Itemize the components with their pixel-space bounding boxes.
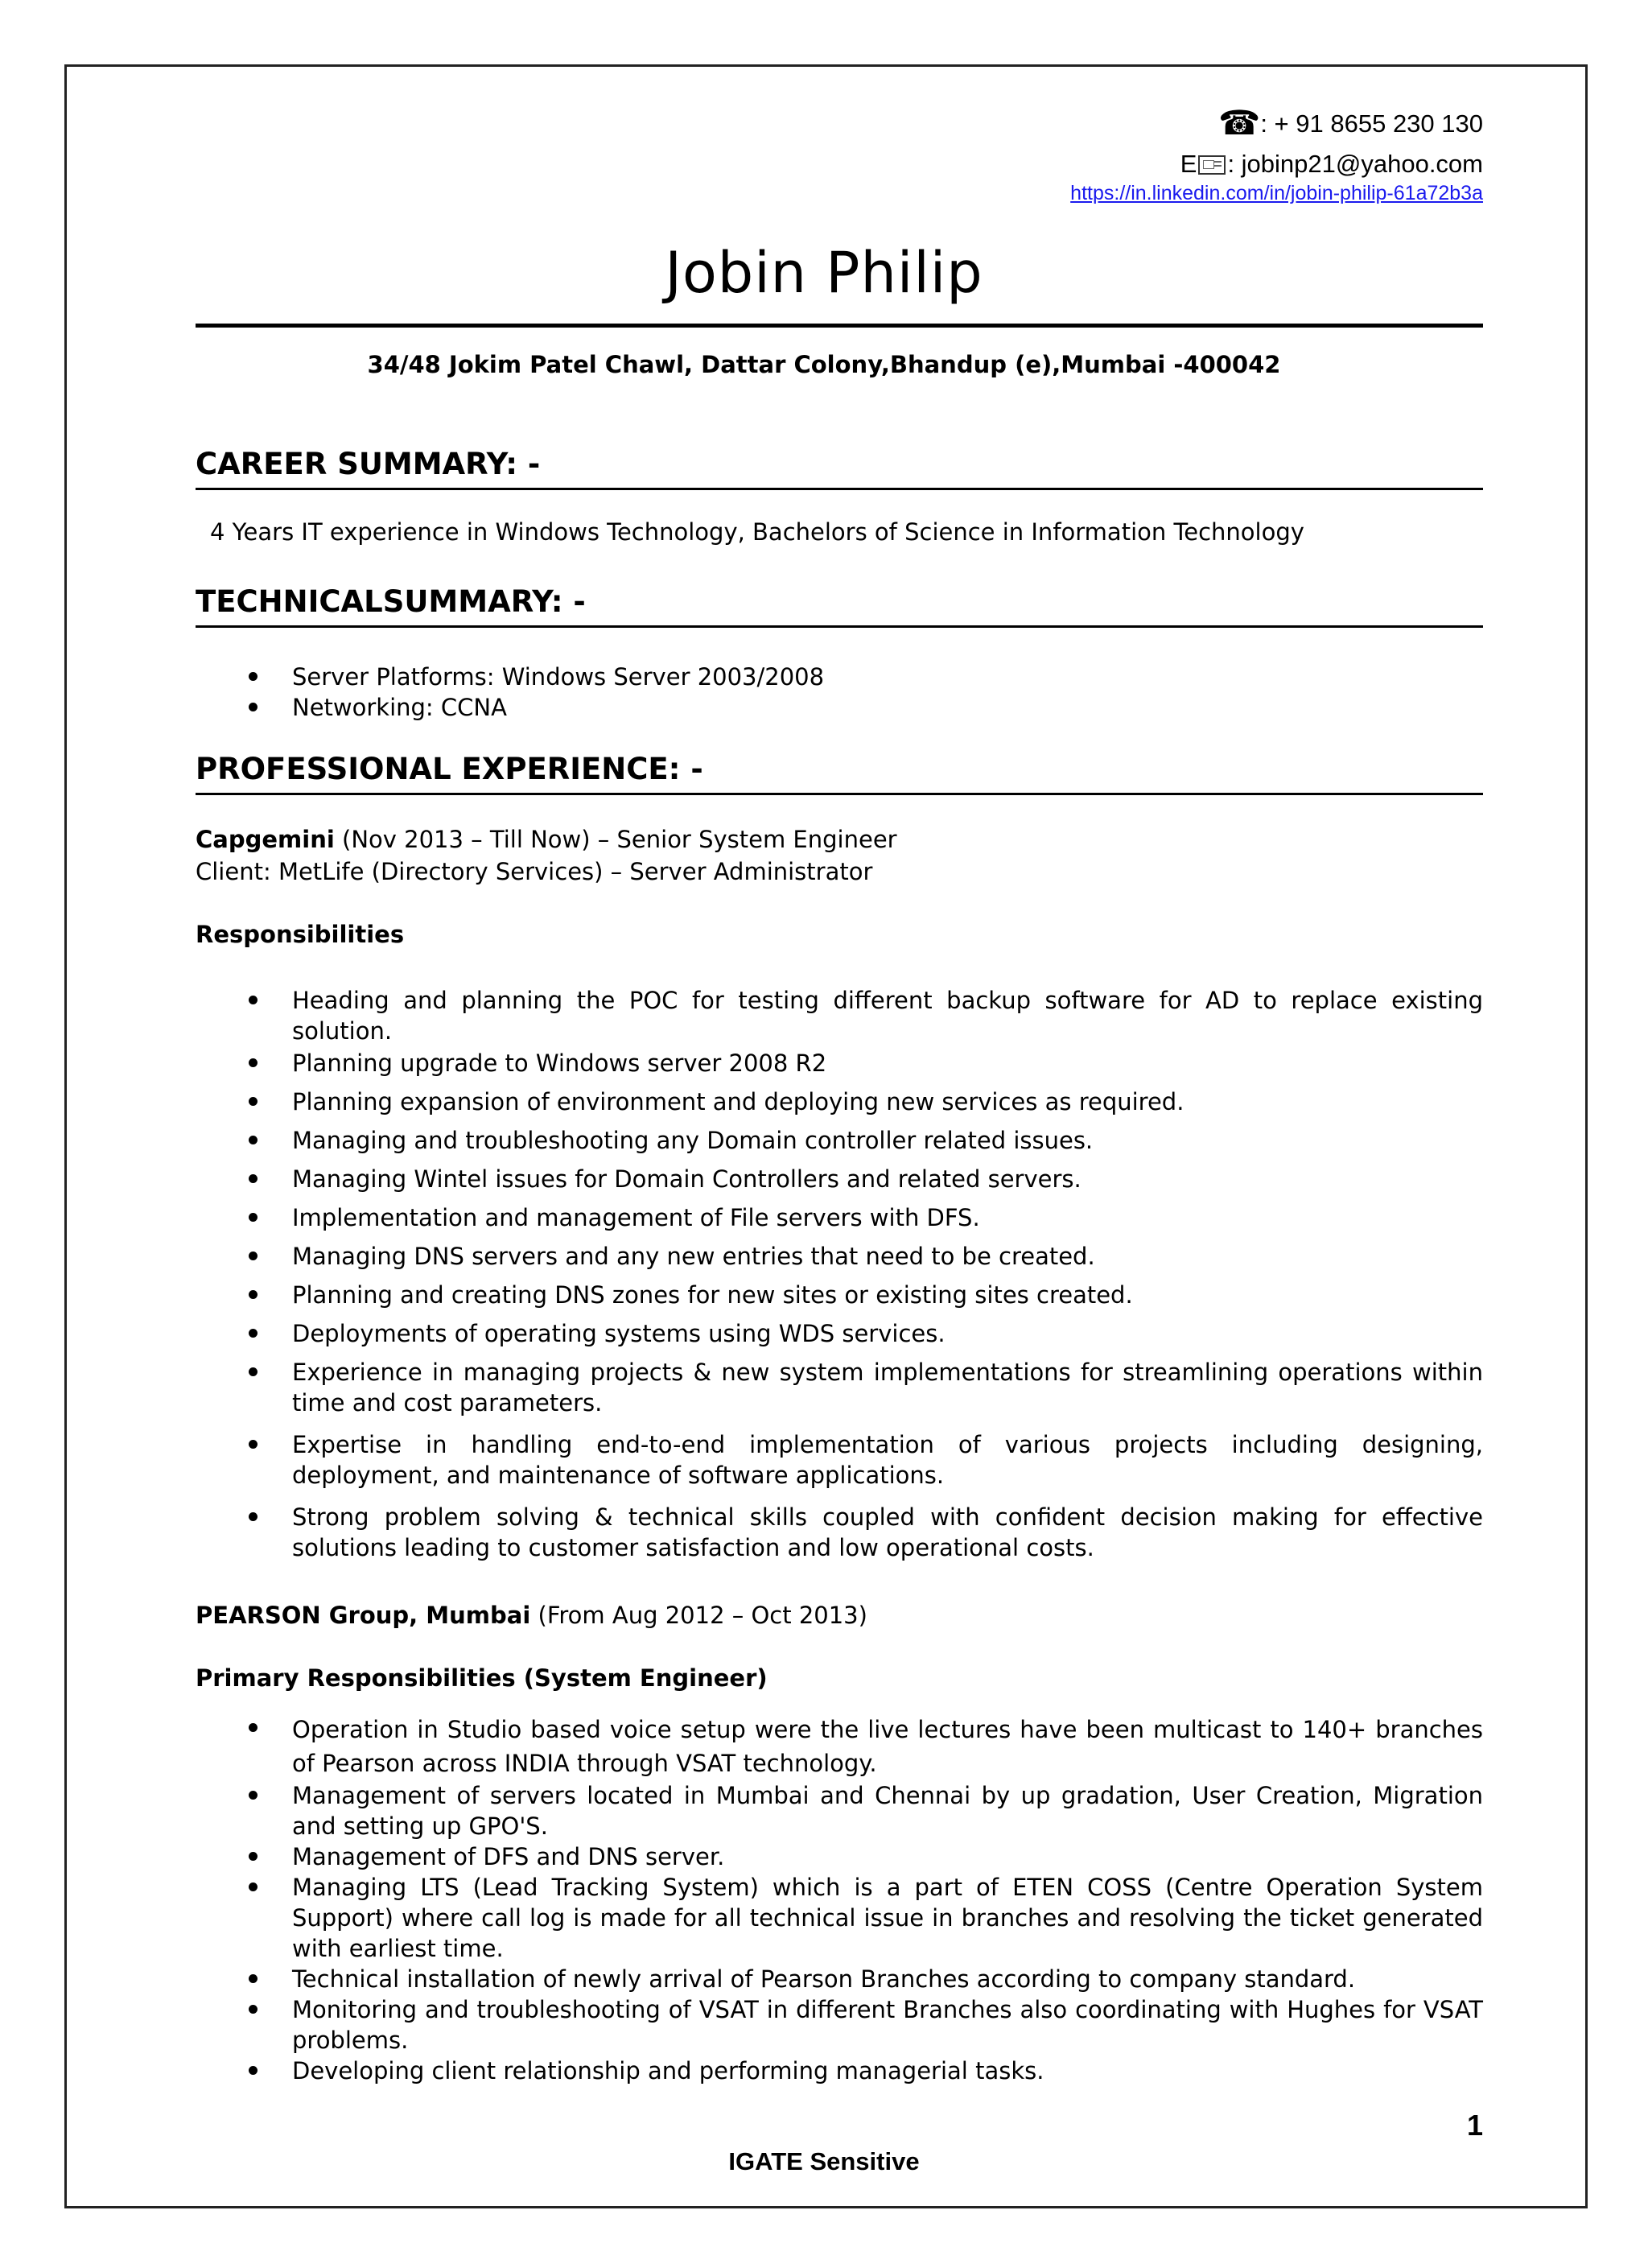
candidate-name: Jobin Philip [665, 240, 983, 306]
professional-experience-heading: PROFESSIONAL EXPERIENCE: - [196, 752, 1483, 795]
bullet-icon [249, 1252, 258, 1260]
list-item: Developing client relationship and performing managerial tasks. [196, 2056, 1483, 2086]
list-item: Deployments of operating systems using WDS services. [196, 1318, 1483, 1349]
list-item: Server Platforms: Windows Server 2003/2008 [196, 662, 1483, 692]
list-item: Technical installation of newly arrival of Pearson Branches according to company standard. [196, 1964, 1483, 1994]
job2-company: PEARSON Group, Mumbai [196, 1602, 531, 1629]
bullet-icon [249, 1723, 258, 1732]
email-text[interactable]: : jobinp21@yahoo.com [1227, 150, 1483, 178]
bullet-icon [249, 1440, 258, 1449]
bullet-icon [249, 1974, 258, 1983]
linkedin-link[interactable]: https://in.linkedin.com/in/jobin-philip-61a72b3a [1070, 182, 1483, 204]
list-item: Managing LTS (Lead Tracking System) which is a part of ETEN COSS (Centre Operation System Support) where call log is made for all technical issue in branches and resolving the ticket generated with earliest time. [196, 1872, 1483, 1964]
job2-period: (From Aug 2012 – Oct 2013) [530, 1602, 867, 1629]
bullet-icon [249, 703, 258, 711]
bullet-icon [249, 1882, 258, 1891]
list-item: Monitoring and troubleshooting of VSAT in different Branches also coordinating with Hughes for VSAT problems. [196, 1994, 1483, 2056]
job2-title-line [196, 1602, 867, 1629]
address: 34/48 Jokim Patel Chawl, Dattar Colony,Bhandup (e),Mumbai -400042 [367, 351, 1281, 378]
list-item: Planning upgrade to Windows server 2008 R2 [196, 1048, 1483, 1078]
page-number: 1 [1466, 2109, 1483, 2142]
job1-title-line [196, 826, 897, 853]
bullet-icon [249, 1791, 258, 1800]
list-item: Heading and planning the POC for testing different backup software for AD to replace existing solution. [196, 985, 1483, 1046]
list-item: Managing Wintel issues for Domain Controllers and related servers. [196, 1164, 1483, 1194]
phone-icon: ☎ [1218, 104, 1261, 142]
list-item: Experience in managing projects & new system implementations for streamlining operations within time and cost parameters. [196, 1357, 1483, 1418]
bullet-icon [249, 2066, 258, 2075]
email-prefix: E [1180, 150, 1197, 178]
bullet-icon [249, 1058, 258, 1067]
career-summary-heading: CAREER SUMMARY: - [196, 447, 1483, 490]
bullet-icon [249, 1512, 258, 1521]
bullet-icon [249, 672, 258, 681]
technical-summary-heading: TECHNICALSUMMARY: - [196, 584, 1483, 628]
phone-text: : + 91 8655 230 130 [1260, 109, 1483, 138]
list-item: Expertise in handling end-to-end implementation of various projects including designing, deployment, and maintenance of software applications. [196, 1429, 1483, 1491]
bullet-icon [249, 2005, 258, 2014]
footer-classification: IGATE Sensitive [728, 2147, 920, 2175]
contact-email [1180, 150, 1483, 179]
list-item: Management of servers located in Mumbai and Chennai by up gradation, User Creation, Migration and setting up GPO'S. [196, 1780, 1483, 1841]
bullet-icon [249, 1290, 258, 1299]
list-item: Management of DFS and DNS server. [196, 1841, 1483, 1872]
list-item: Planning and creating DNS zones for new sites or existing sites created. [196, 1280, 1483, 1310]
contact-phone [1218, 104, 1483, 142]
bullet-icon [249, 1213, 258, 1222]
bullet-icon [249, 1329, 258, 1338]
career-summary-text: 4 Years IT experience in Windows Technology, Bachelors of Science in Information Technology [210, 518, 1304, 546]
list-item: Operation in Studio based voice setup were the live lectures have been multicast to 140+ branches of Pearson across INDIA through VSAT technology. [196, 1713, 1483, 1780]
bullet-icon [249, 1136, 258, 1144]
bullet-icon [249, 996, 258, 1004]
job1-client: Client: MetLife (Directory Services) – Server Administrator [196, 858, 873, 885]
name-divider [196, 324, 1483, 328]
list-item: Strong problem solving & technical skills coupled with confident decision making for effective solutions leading to customer satisfaction and low operational costs. [196, 1502, 1483, 1563]
list-item: Planning expansion of environment and deploying new services as required. [196, 1087, 1483, 1117]
bullet-icon [249, 1097, 258, 1106]
job2-responsibilities-list [196, 1713, 1483, 2086]
job1-company: Capgemini [196, 826, 335, 853]
list-item: Managing and troubleshooting any Domain controller related issues. [196, 1125, 1483, 1156]
list-item: Managing DNS servers and any new entries that need to be created. [196, 1241, 1483, 1272]
job2-responsibilities-heading: Primary Responsibilities (System Engineer) [196, 1664, 768, 1692]
bullet-icon [249, 1367, 258, 1376]
job1-period-role: (Nov 2013 – Till Now) – Senior System Engineer [334, 826, 897, 853]
envelope-icon [1198, 155, 1226, 175]
job1-responsibilities-list [196, 985, 1483, 1563]
technical-summary-list [196, 662, 1483, 723]
list-item: Implementation and management of File servers with DFS. [196, 1202, 1483, 1233]
bullet-icon [249, 1174, 258, 1183]
list-item: Networking: CCNA [196, 692, 1483, 723]
bullet-icon [249, 1852, 258, 1861]
job1-responsibilities-heading: Responsibilities [196, 921, 405, 948]
